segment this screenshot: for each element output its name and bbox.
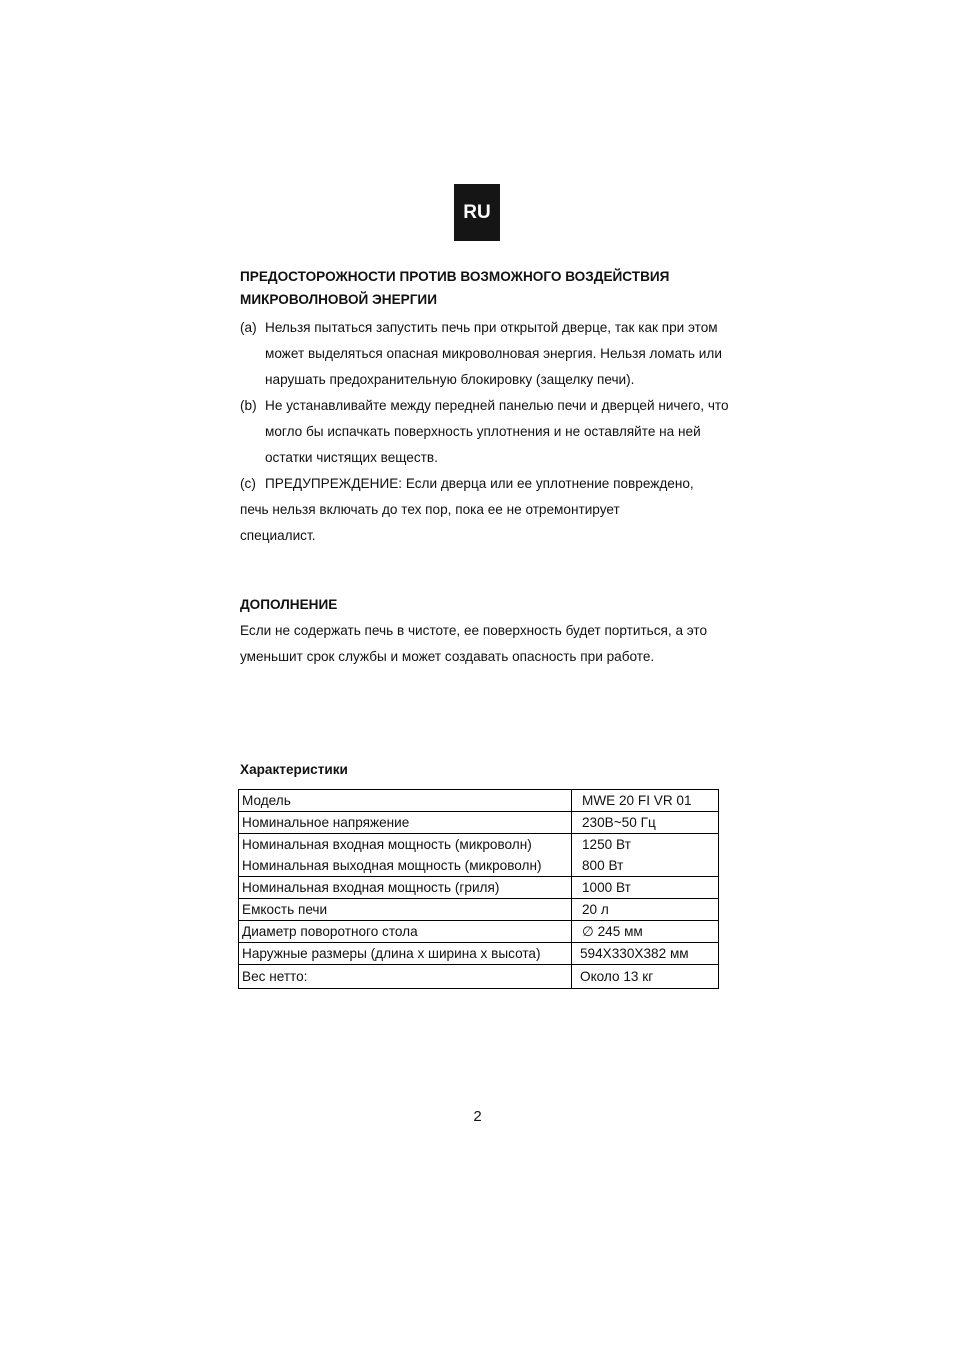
- spec-label: Модель: [239, 790, 572, 812]
- specs-title: Характеристики: [240, 762, 348, 777]
- spec-value: 800 Вт: [572, 855, 719, 877]
- section-title-line-2: МИКРОВОЛНОВОЙ ЭНЕРГИИ: [240, 292, 437, 307]
- spec-value: 20 л: [572, 899, 719, 921]
- spec-label: Номинальная выходная мощность (микроволн): [239, 855, 572, 877]
- section-title-line-1: ПРЕДОСТОРОЖНОСТИ ПРОТИВ ВОЗМОЖНОГО ВОЗДЕЙСТВИЯ: [240, 269, 670, 284]
- table-row: [239, 877, 719, 899]
- precaution-item-a: [240, 315, 740, 393]
- spec-value: 1250 Вт: [572, 834, 719, 856]
- table-row: [239, 834, 719, 856]
- spec-value: Около 13 кг: [572, 965, 719, 989]
- item-text: Нельзя пытаться запустить печь при открытой дверце, так как при этом может выделяться опасная микроволновая энергия. Нельзя ломать или нарушать предохранительную блокировку (защелку печи).: [265, 320, 722, 387]
- spec-value: 230В~50 Гц: [572, 812, 719, 834]
- table-row: [239, 790, 719, 812]
- spec-label: Емкость печи: [239, 899, 572, 921]
- spec-label: Наружные размеры (длина х ширина х высота): [239, 943, 572, 965]
- table-row: [239, 812, 719, 834]
- precaution-item-c: [240, 471, 740, 497]
- spec-label: Номинальная входная мощность (гриля): [239, 877, 572, 899]
- item-marker: (a): [240, 320, 257, 335]
- language-badge: RU: [454, 184, 500, 241]
- item-text-first-line: ПРЕДУПРЕЖДЕНИЕ: Если дверца или ее уплотнение повреждено,: [265, 476, 694, 491]
- addendum-text: Если не содержать печь в чистоте, ее поверхность будет портиться, а это уменьшит срок службы и может создавать опасность при работе.: [240, 623, 708, 664]
- spec-value: ∅ 245 мм: [572, 921, 719, 943]
- table-row: [239, 921, 719, 943]
- spec-label: Номинальная входная мощность (микроволн): [239, 834, 572, 856]
- item-marker: (b): [240, 398, 257, 413]
- precautions-list: [240, 315, 740, 549]
- spec-value: MWE 20 FI VR 01: [572, 790, 719, 812]
- table-row: [239, 943, 719, 965]
- item-marker: (c): [240, 476, 256, 491]
- precaution-item-b: [240, 393, 740, 471]
- table-row: [239, 965, 719, 989]
- spec-value: 594X330X382 мм: [572, 943, 719, 965]
- spec-value: 1000 Вт: [572, 877, 719, 899]
- table-row: [239, 899, 719, 921]
- item-text: Не устанавливайте между передней панелью печи и дверцей ничего, что могло бы испачкать поверхность уплотнения и не оставляйте на ней остатки чистящих веществ.: [265, 398, 729, 465]
- section-title-addendum: ДОПОЛНЕНИЕ: [240, 597, 338, 612]
- specs-table: [238, 789, 719, 989]
- section-title-precautions: [240, 265, 740, 311]
- table-row: [239, 855, 719, 877]
- spec-label: Номинальное напряжение: [239, 812, 572, 834]
- spec-label: Диаметр поворотного стола: [239, 921, 572, 943]
- precaution-item-c-continuation: печь нельзя включать до тех пор, пока ее не отремонтирует специалист.: [240, 502, 620, 543]
- spec-label: Вес нетто:: [239, 965, 572, 989]
- page-number: 2: [473, 1108, 482, 1125]
